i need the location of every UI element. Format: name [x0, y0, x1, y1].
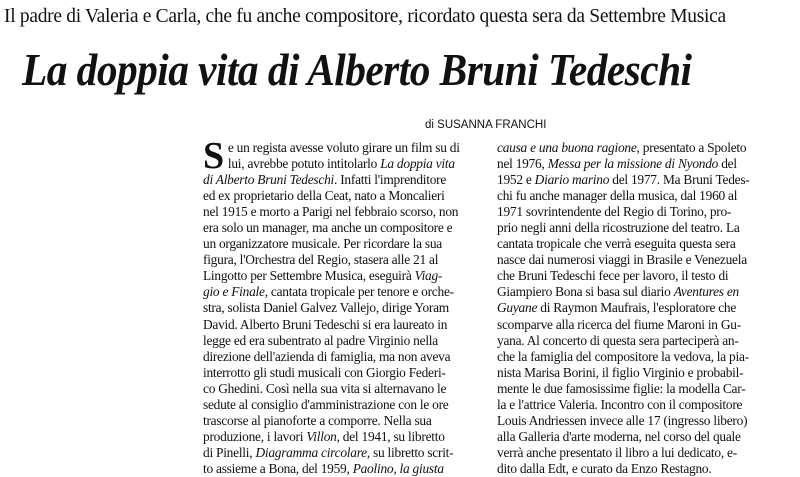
- byline: di SUSANNA FRANCHI: [425, 119, 547, 131]
- text-line: Lingotto per Settembre Musica, eseguirà Viag-: [203, 268, 443, 284]
- text-line: 1952 e Diario marino del 1977. Ma Bruni Tedes-: [497, 172, 750, 188]
- text-line: alla Galleria d'arte moderna, nel corso del quale: [497, 428, 741, 444]
- text-line: ed ex proprietario della Ceat, nato a Moncalieri: [203, 188, 445, 204]
- text-line: un organizzatore musicale. Per ricordare la sua: [203, 236, 442, 252]
- text-line: mente le due famosissime figlie: la modella Car-: [497, 380, 746, 396]
- article-column-2: [497, 140, 787, 477]
- text-line: gio e Finale, cantata tropicale per tenore e orche-: [203, 284, 454, 300]
- text-line: che Bruni Tedeschi fece per lavoro, il testo di: [497, 268, 729, 284]
- text-line: direzione dell'azienda di famiglia, ma non aveva: [203, 348, 451, 364]
- text-line: verrà anche presentato il libro a lui dedicato, e-: [497, 444, 737, 460]
- text-line: sedute al consiglio d'amministrazione con le ore: [203, 396, 449, 412]
- text-line: produzione, i lavori Villon, del 1941, su libretto: [203, 428, 445, 444]
- text-line: nel 1976, Messa per la missione di Nyondo del: [497, 156, 737, 172]
- text-line: chi fu anche manager della musica, dal 1960 al: [497, 188, 738, 204]
- text-line: stra, solista Daniel Galvez Vallejo, dirige Yoram: [203, 300, 449, 316]
- text-line: Guyane di Raymon Maufrais, l'esploratore che: [497, 300, 737, 316]
- text-line: Giampiero Bona si basa sul diario Aventures en: [497, 284, 739, 300]
- kicker-subtitle: Il padre di Valeria e Carla, che fu anche compositore, ricordato questa sera da Settembre Musica: [4, 6, 726, 27]
- text-line: 1971 sovrintendente del Regio di Torino, pro-: [497, 204, 732, 220]
- text-line: e un regista avesse voluto girare un film su di: [227, 140, 460, 155]
- text-line: dito dalla Edt, e curato da Enzo Restagno.: [497, 460, 712, 476]
- text-line: nasce dai numerosi viaggi in Brasile e Venezuela: [497, 252, 747, 268]
- text-line: nel 1915 e morto a Parigi nel febbraio scorso, non: [203, 204, 459, 220]
- text-line: to assieme a Bona, del 1959, Paolino, la giusta: [203, 460, 444, 476]
- text-line: interrotto gli studi musicali con Giorgio Federi-: [203, 364, 446, 380]
- drop-cap: S: [203, 135, 224, 177]
- text-line: di Pinelli, Diagramma circolare, su libretto scrit-: [203, 444, 454, 460]
- text-line: causa e una buona ragione, presentato a Spoleto: [497, 140, 747, 155]
- text-line: legge ed era subentrato al padre Virginio nella: [203, 332, 438, 348]
- text-line: yana. Al concerto di questa sera parteciperà an-: [497, 332, 739, 348]
- article-column-1: [203, 135, 493, 477]
- text-line: David. Alberto Bruni Tedeschi si era laureato in: [203, 316, 448, 332]
- headline: La doppia vita di Alberto Bruni Tedeschi: [22, 45, 692, 95]
- text-line: prio negli anni della ricostruzione del teatro. La: [497, 220, 740, 236]
- text-line: figura, l'Orchestra del Regio, stasera alle 21 al: [203, 252, 439, 268]
- text-line: lui, avrebbe potuto intitolarlo La doppia vita: [227, 156, 455, 172]
- text-line: trascorse al pianoforte a comporre. Nella sua: [203, 412, 432, 428]
- text-line: di Alberto Bruni Tedeschi. Infatti l'imprenditore: [203, 172, 447, 188]
- text-line: che la famiglia del compositore la vedova, la pia-: [497, 348, 749, 364]
- text-line: nista Marisa Borini, il figlio Virginio e probabil-: [497, 364, 744, 380]
- text-line: co Ghedini. Così nella sua vita si alternavano le: [203, 380, 447, 396]
- text-line: Louis Andriessen invece alle 17 (ingresso libero): [497, 412, 748, 428]
- text-line: cantata tropicale che verrà eseguita questa sera: [497, 236, 736, 252]
- text-line: scomparve alla ricerca del fiume Maroni in Gu-: [497, 316, 741, 332]
- text-line: era solo un manager, ma anche un compositore e: [203, 220, 453, 236]
- text-line: la e l'attrice Valeria. Incontro con il compositore: [497, 396, 743, 412]
